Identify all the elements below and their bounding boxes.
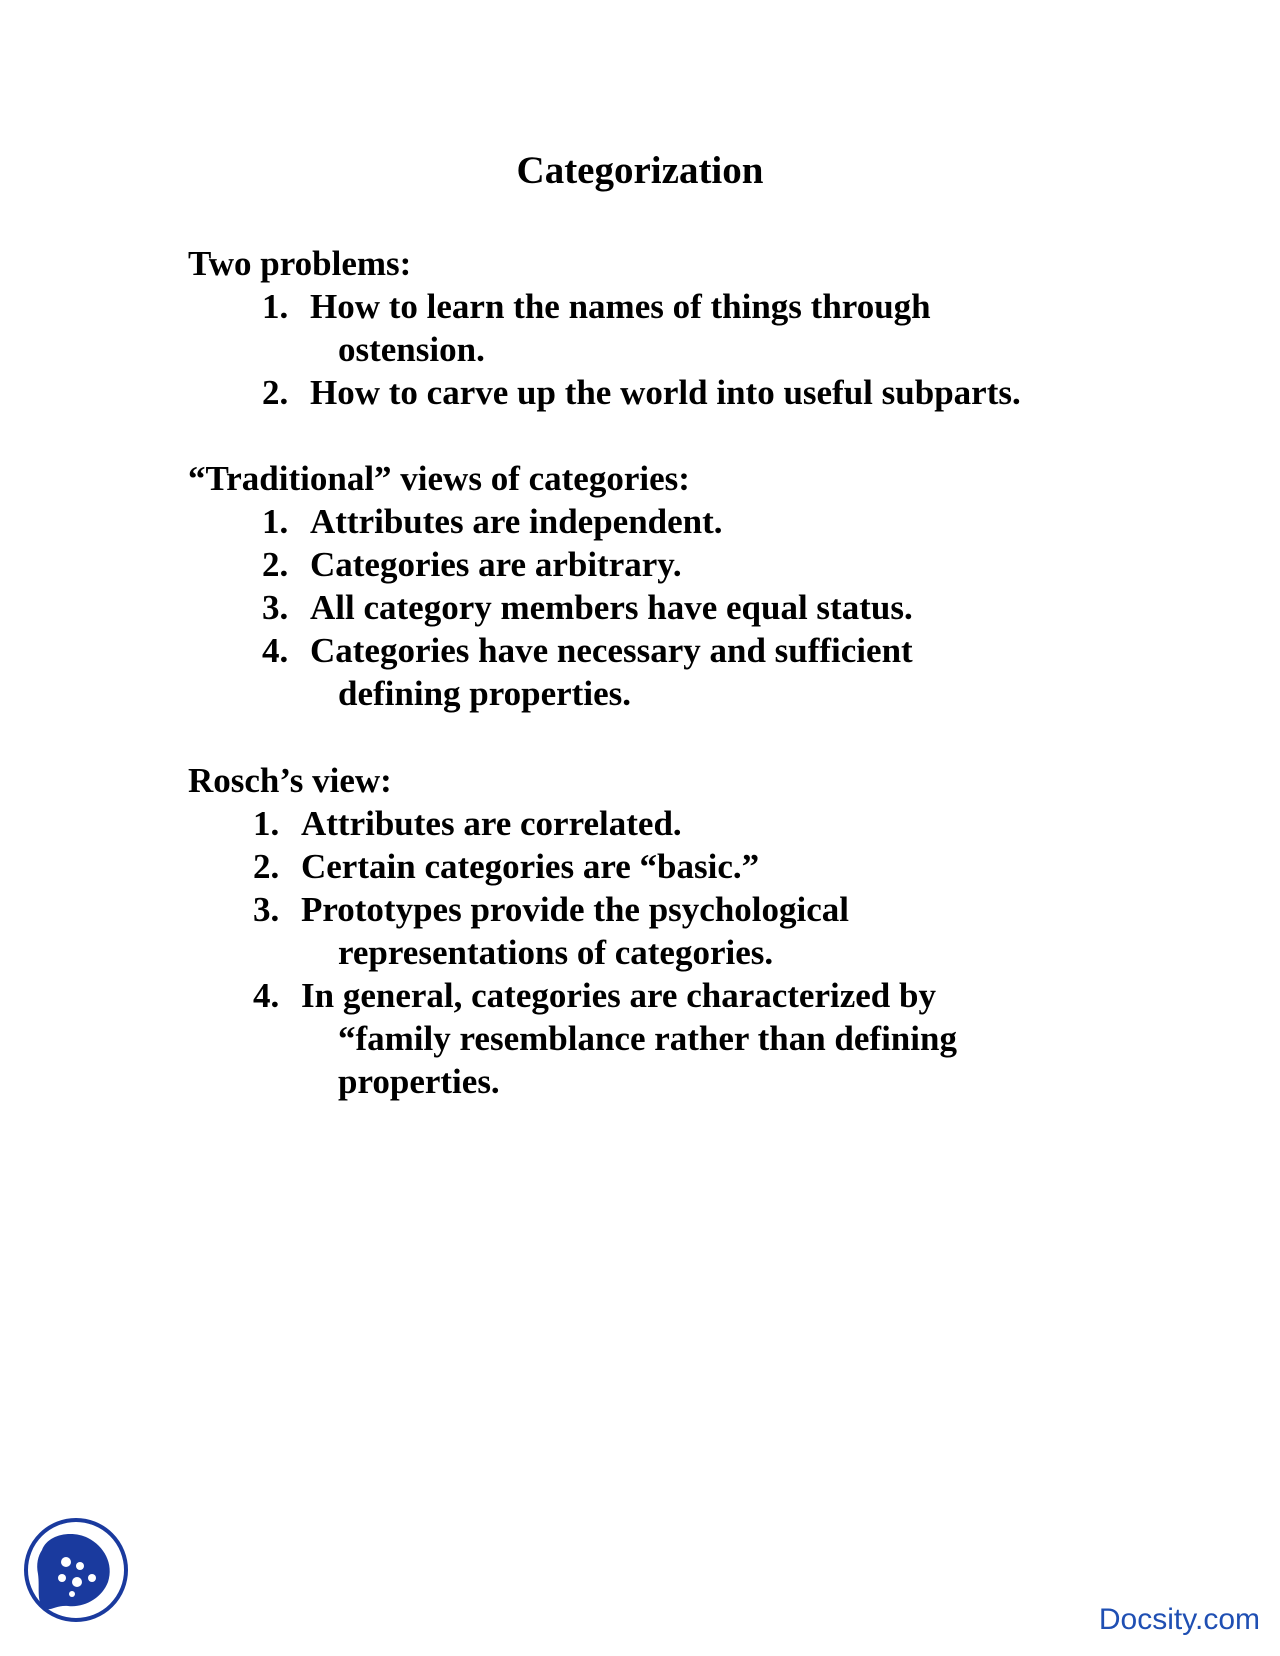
- list-item-text: In general, categories are characterized by: [301, 976, 936, 1015]
- list-item-text: All category members have equal status.: [310, 588, 913, 627]
- list-item-number: 2.: [262, 373, 289, 412]
- list-item-number: 2.: [262, 545, 289, 584]
- list-item-text: Categories are arbitrary.: [310, 545, 682, 584]
- list-item-number: 1.: [253, 804, 280, 843]
- list-item-number: 3.: [262, 588, 289, 627]
- list-item-number: 1.: [262, 502, 289, 541]
- list-item-number: 1.: [262, 287, 289, 326]
- section-heading-roschs-view: Rosch’s view:: [188, 761, 392, 800]
- page-title: Categorization: [516, 149, 764, 192]
- list-item-continuation: “family resemblance rather than defining: [338, 1019, 957, 1058]
- section-heading-two-problems: Two problems:: [188, 244, 412, 283]
- list-item-text: How to carve up the world into useful subparts.: [310, 373, 1021, 412]
- list-item-continuation: ostension.: [338, 330, 485, 369]
- list-item-text: Attributes are correlated.: [301, 804, 682, 843]
- docsity-logo-icon: [22, 1516, 130, 1624]
- list-item-text: Prototypes provide the psychological: [301, 890, 850, 929]
- list-item-continuation: properties.: [338, 1062, 500, 1101]
- list-item-number: 4.: [262, 631, 289, 670]
- list-item-text: Categories have necessary and sufficient: [310, 631, 913, 670]
- section-heading-traditional-views: “Traditional” views of categories:: [188, 459, 690, 498]
- list-item-text: Attributes are independent.: [310, 502, 723, 541]
- list-item-number: 4.: [253, 976, 280, 1015]
- list-item-continuation: defining properties.: [338, 674, 631, 713]
- list-item-continuation: representations of categories.: [338, 933, 774, 972]
- list-item-number: 2.: [253, 847, 280, 886]
- list-item-number: 3.: [253, 890, 280, 929]
- docsity-brand-link[interactable]: Docsity.com: [1098, 1603, 1260, 1636]
- list-item-text: Certain categories are “basic.”: [301, 847, 760, 886]
- list-item-text: How to learn the names of things through: [310, 287, 931, 326]
